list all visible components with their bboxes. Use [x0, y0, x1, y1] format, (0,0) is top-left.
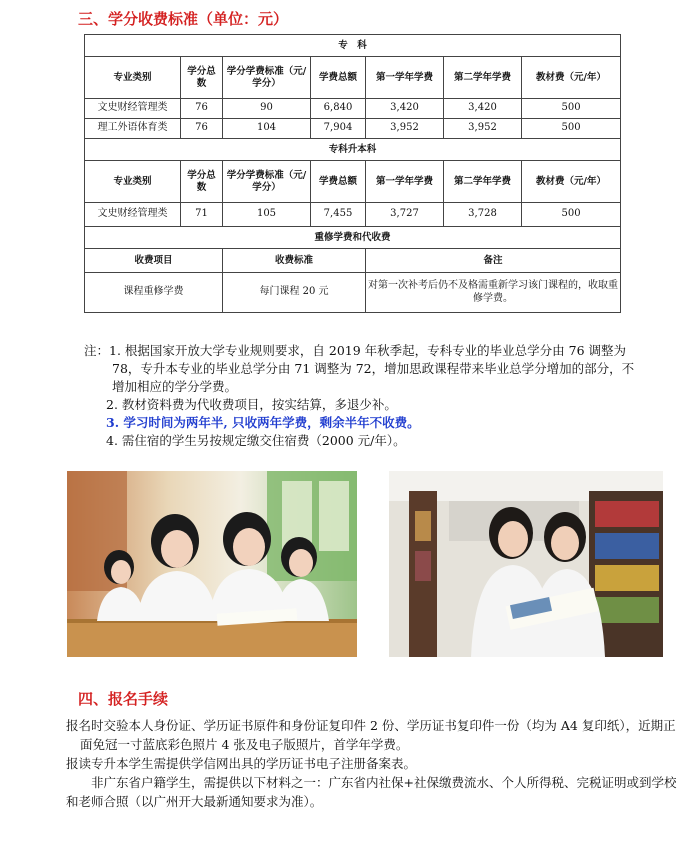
header-cell: 专业类别 [85, 161, 181, 203]
table-cell: 90 [223, 99, 311, 119]
table-cell: 3,420 [444, 99, 522, 119]
table-cell: 文史财经管理类 [85, 203, 181, 227]
note-3-highlight: 3. 学习时间为两年半, 只收两年学费，剩余半年不收费。 [106, 415, 420, 430]
table-cell: 理工外语体育类 [85, 119, 181, 139]
header-cell: 学分学费标准（元/学分） [223, 161, 311, 203]
table-header-row [85, 57, 621, 99]
table-header-row [85, 161, 621, 203]
table-cell: 71 [181, 203, 223, 227]
table-header-row [85, 249, 621, 273]
table-cell: 3,728 [444, 203, 522, 227]
header-cell: 学分总数 [181, 161, 223, 203]
table-cell: 课程重修学费 [85, 273, 223, 313]
band-zhuanshengben: 专科升本科 [85, 139, 621, 161]
header-cell: 学分学费标准（元/学分） [223, 57, 311, 99]
table-row [85, 119, 621, 139]
table-cell: 105 [223, 203, 311, 227]
header-cell: 专业类别 [85, 57, 181, 99]
table-cell: 7,904 [311, 119, 366, 139]
header-cell: 第一学年学费 [366, 161, 444, 203]
header-cell: 收费标准 [223, 249, 366, 273]
table-cell: 3,952 [444, 119, 522, 139]
table-cell: 文史财经管理类 [85, 99, 181, 119]
table-cell: 3,952 [366, 119, 444, 139]
note-1: 注：1. 根据国家开放大学专业规则要求，自 2019 年秋季起，专科专业的毕业总学分由 76 调整为 78，专升本专业的毕业总学分由 71 调整为 72，增加思政课程带来毕业总学分增加的部分，不增加相应的学分学费。 [84, 343, 635, 394]
table-cell: 500 [522, 119, 621, 139]
note-2: 2. 教材资料费为代收费项目，按实结算，多退少补。 [106, 397, 397, 412]
section-4-title: 四、报名手续 [78, 690, 169, 708]
fee-table [84, 34, 621, 313]
table-row [85, 99, 621, 119]
band-zhuanke: 专 科 [85, 35, 621, 57]
table-cell: 3,727 [366, 203, 444, 227]
students-classroom-photo [67, 471, 357, 657]
header-cell: 教材费（元/年） [522, 57, 621, 99]
table-row [85, 273, 621, 313]
header-cell: 学费总额 [311, 161, 366, 203]
table-cell: 对第一次补考后仍不及格需重新学习该门课程的，收取重修学费。 [366, 273, 621, 313]
table-cell: 3,420 [366, 99, 444, 119]
table-cell: 6,840 [311, 99, 366, 119]
table-cell: 每门课程 20 元 [223, 273, 366, 313]
registration-paragraph-1: 报名时交验本人身份证、学历证书原件和身份证复印件 2 份、学历证书复印件一份（均为 A4 复印纸），近期正面免冠一寸蓝底彩色照片 4 张及电子版照片，首学年学费。 [66, 718, 676, 752]
registration-paragraph-2: 报读专升本学生需提供学信网出具的学历证书电子注册备案表。 [66, 756, 417, 771]
table-cell: 76 [181, 119, 223, 139]
registration-text [66, 716, 688, 811]
header-cell: 备注 [366, 249, 621, 273]
note-4: 4. 需住宿的学生另按规定缴交住宿费（2000 元/年）。 [106, 433, 406, 448]
table-cell: 104 [223, 119, 311, 139]
table-cell: 500 [522, 203, 621, 227]
header-cell: 第二学年学费 [444, 57, 522, 99]
header-cell: 学分总数 [181, 57, 223, 99]
header-cell: 收费项目 [85, 249, 223, 273]
table-cell: 76 [181, 99, 223, 119]
students-library-photo [389, 471, 663, 657]
section-3-title: 三、学分收费标准（单位：元） [78, 10, 289, 28]
registration-paragraph-3: 非广东省户籍学生，需提供以下材料之一：广东省内社保+社保缴费流水、个人所得税、完税证明或到学校和老师合照（以广州开大最新通知要求为准）。 [66, 775, 677, 809]
table-cell: 500 [522, 99, 621, 119]
notes-block [84, 342, 644, 450]
header-cell: 第二学年学费 [444, 161, 522, 203]
table-cell: 7,455 [311, 203, 366, 227]
header-cell: 第一学年学费 [366, 57, 444, 99]
band-chongxiu: 重修学费和代收费 [85, 227, 621, 249]
header-cell: 教材费（元/年） [522, 161, 621, 203]
header-cell: 学费总额 [311, 57, 366, 99]
table-row [85, 203, 621, 227]
